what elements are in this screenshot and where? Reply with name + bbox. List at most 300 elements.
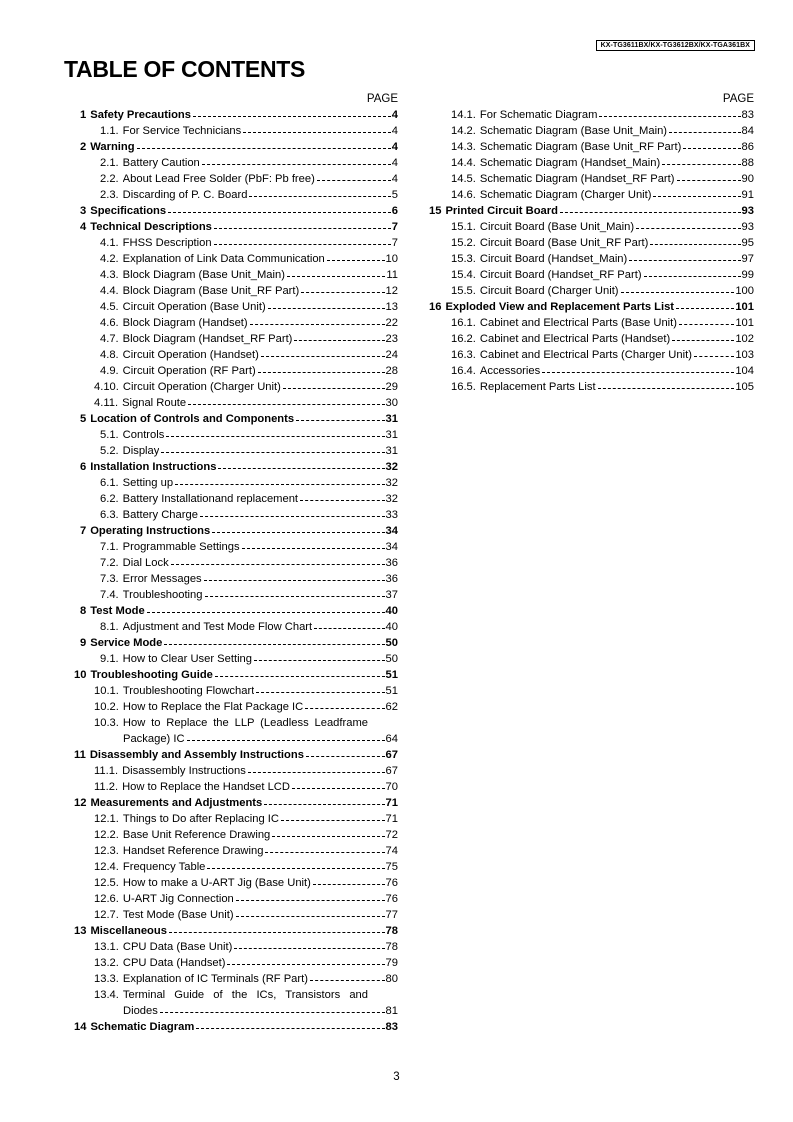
toc-entry-number: 6.2. — [100, 493, 119, 505]
toc-entry-title: Warning — [90, 141, 135, 153]
dotted-leader — [644, 276, 741, 277]
toc-entry-sub[interactable] — [74, 907, 398, 923]
toc-entry-chapter[interactable] — [74, 523, 398, 539]
toc-entry-sub[interactable] — [74, 699, 398, 715]
toc-entry-title: Controls — [122, 429, 165, 441]
toc-entry-number: 7.3. — [100, 573, 119, 585]
toc-entry-number: 2.3. — [100, 189, 119, 201]
toc-entry-title: Printed Circuit Board — [445, 205, 558, 217]
toc-page-number: 93 — [741, 221, 754, 233]
toc-page-number: 86 — [741, 141, 754, 153]
toc-entry-chapter[interactable] — [74, 603, 398, 619]
dotted-leader — [650, 244, 740, 245]
dotted-leader — [234, 948, 384, 949]
toc-entry-number: 9.1. — [100, 653, 119, 665]
toc-entry-number: 14.6. — [451, 189, 476, 201]
toc-page-number: 40 — [385, 605, 398, 617]
toc-entry-number: 6.3. — [100, 509, 119, 521]
model-number-box: KX-TG3611BX/KX-TG3612BX/KX-TGA361BX — [596, 40, 755, 51]
toc-entry-number: 7.1. — [100, 541, 119, 553]
toc-entry-sub[interactable] — [74, 379, 398, 395]
toc-entry-number: 5 — [80, 413, 87, 425]
toc-entry-number: 9 — [80, 637, 87, 649]
toc-entry-chapter[interactable] — [429, 299, 754, 315]
toc-entry-sub[interactable] — [429, 107, 754, 123]
toc-entry-sub[interactable] — [429, 123, 754, 139]
toc-entry-number: 7.4. — [100, 589, 119, 601]
toc-entry-sub[interactable] — [74, 235, 398, 251]
dotted-leader — [283, 388, 385, 389]
toc-entry-sub[interactable] — [74, 491, 398, 507]
toc-entry-sub[interactable] — [74, 651, 398, 667]
toc-entry-number: 6 — [80, 461, 87, 473]
toc-page-number: 31 — [385, 445, 398, 457]
toc-entry-number: 12.5. — [94, 877, 119, 889]
toc-entry-title: Test Mode (Base Unit) — [122, 909, 234, 921]
toc-entry-title: How to Clear User Setting — [122, 653, 253, 665]
toc-entry-title: Circuit Operation (Handset) — [122, 349, 259, 361]
toc-entry-sub[interactable] — [429, 155, 754, 171]
dotted-leader — [621, 292, 735, 293]
dotted-leader — [683, 148, 740, 149]
toc-entry-sub[interactable] — [429, 347, 754, 363]
toc-page-number: 7 — [391, 221, 398, 233]
toc-entry-title: Setting up — [122, 477, 174, 489]
dotted-leader — [287, 276, 385, 277]
toc-entry-chapter[interactable] — [74, 203, 398, 219]
toc-entry-sub[interactable] — [74, 779, 398, 795]
toc-entry-sub[interactable] — [74, 427, 398, 443]
dotted-leader — [306, 756, 385, 757]
toc-entry-sub[interactable] — [74, 299, 398, 315]
toc-entry-number: 7 — [80, 525, 87, 537]
toc-page-number: 74 — [385, 845, 398, 857]
toc-entry-title: Terminal Guide of the ICs, Transistors and — [122, 989, 368, 1001]
toc-entry-sub[interactable] — [74, 555, 398, 571]
toc-entry-number: 16.1. — [451, 317, 476, 329]
toc-page-number: 105 — [735, 381, 754, 393]
toc-entry-chapter[interactable] — [74, 923, 398, 939]
toc-entry-sub[interactable] — [74, 619, 398, 635]
toc-entry-continuation[interactable] — [74, 731, 398, 747]
toc-entry-chapter[interactable] — [74, 795, 398, 811]
dotted-leader — [218, 468, 384, 469]
toc-entry-sub[interactable] — [74, 363, 398, 379]
toc-entry-number: 16 — [429, 301, 442, 313]
toc-page-number: 99 — [741, 269, 754, 281]
toc-entry-number: 16.5. — [451, 381, 476, 393]
dotted-leader — [207, 868, 384, 869]
dotted-leader — [204, 580, 385, 581]
toc-entry-chapter[interactable] — [74, 747, 398, 763]
toc-entry-number: 11.2. — [94, 781, 119, 793]
toc-entry-sub[interactable] — [429, 283, 754, 299]
toc-page-number: 31 — [385, 429, 398, 441]
dotted-leader — [166, 436, 384, 437]
dotted-leader — [313, 884, 385, 885]
toc-entry-number: 12.3. — [94, 845, 119, 857]
toc-entry-title: Schematic Diagram (Base Unit_RF Part) — [479, 141, 682, 153]
toc-entry-number: 12.2. — [94, 829, 119, 841]
toc-page-number: 91 — [741, 189, 754, 201]
toc-entry-title: Block Diagram (Base Unit_RF Part) — [122, 285, 300, 297]
toc-page-number: 71 — [385, 797, 398, 809]
toc-entry-title: Circuit Operation (Charger Unit) — [122, 381, 281, 393]
dotted-leader — [175, 484, 384, 485]
toc-entry-number: 4.1. — [100, 237, 119, 249]
toc-page-number: 50 — [385, 653, 398, 665]
dotted-leader — [292, 788, 385, 789]
dotted-leader — [300, 500, 385, 501]
toc-entry-number: 11.1. — [94, 765, 119, 777]
dotted-leader — [242, 548, 385, 549]
toc-page-number: 62 — [385, 701, 398, 713]
toc-entry-sub[interactable] — [74, 571, 398, 587]
toc-entry-sub[interactable] — [74, 155, 398, 171]
toc-entry-title: U-ART Jig Connection — [122, 893, 234, 905]
toc-entry-title: Dial Lock — [122, 557, 169, 569]
toc-entry-sub[interactable] — [429, 235, 754, 251]
toc-entry-chapter[interactable] — [429, 203, 754, 219]
toc-entry-title: Circuit Operation (Base Unit) — [122, 301, 266, 313]
toc-entry-number: 4.4. — [100, 285, 119, 297]
toc-entry-number: 12 — [74, 797, 87, 809]
toc-entry-sub[interactable] — [74, 763, 398, 779]
toc-entry-number: 5.1. — [100, 429, 119, 441]
dotted-leader — [137, 148, 391, 149]
dotted-leader — [669, 132, 741, 133]
dotted-leader — [250, 324, 385, 325]
toc-entry-sub[interactable] — [429, 315, 754, 331]
dotted-leader — [677, 180, 741, 181]
toc-entry-title-continued: Package) IC — [123, 733, 185, 745]
toc-entry-number: 10 — [74, 669, 87, 681]
toc-page-number: 32 — [385, 477, 398, 489]
toc-entry-sub[interactable] — [74, 267, 398, 283]
toc-entry-number: 14.4. — [451, 157, 476, 169]
toc-entry-chapter[interactable] — [74, 459, 398, 475]
toc-entry-title: Handset Reference Drawing — [122, 845, 264, 857]
dotted-leader — [202, 164, 391, 165]
dotted-leader — [672, 340, 734, 341]
toc-page-number: 4 — [391, 109, 398, 121]
dotted-leader — [305, 708, 384, 709]
dotted-leader — [161, 452, 384, 453]
toc-entry-sub[interactable] — [74, 315, 398, 331]
toc-page-number: 4 — [391, 125, 398, 137]
toc-entry-sub[interactable] — [429, 251, 754, 267]
dotted-leader — [310, 980, 385, 981]
toc-entry-title: Battery Caution — [122, 157, 200, 169]
toc-entry-sub[interactable] — [74, 187, 398, 203]
dotted-leader — [187, 740, 385, 741]
toc-entry-number: 8.1. — [100, 621, 119, 633]
toc-entry-number: 4.10. — [94, 381, 119, 393]
toc-entry-sub[interactable] — [429, 219, 754, 235]
dotted-leader — [248, 772, 385, 773]
toc-entry-sub[interactable] — [74, 587, 398, 603]
toc-entry-title: Technical Descriptions — [90, 221, 212, 233]
toc-entry-sub[interactable] — [429, 139, 754, 155]
toc-entry-number: 14.1. — [451, 109, 476, 121]
dotted-leader — [598, 388, 735, 389]
toc-page-number: 67 — [385, 749, 398, 761]
toc-entry-title: Disassembly Instructions — [122, 765, 246, 777]
toc-entry-title: Accessories — [479, 365, 541, 377]
toc-entry-sub[interactable] — [74, 955, 398, 971]
toc-entry-number: 12.1. — [94, 813, 119, 825]
toc-entry-sub[interactable] — [429, 379, 754, 395]
dotted-leader — [264, 804, 384, 805]
dotted-leader — [200, 516, 385, 517]
toc-page-number: 36 — [385, 557, 398, 569]
toc-entry-sub[interactable] — [74, 891, 398, 907]
toc-page-number: 64 — [385, 733, 398, 745]
dotted-leader — [542, 372, 734, 373]
toc-page-number: 6 — [391, 205, 398, 217]
toc-entry-number: 13.3. — [94, 973, 119, 985]
dotted-leader — [212, 532, 384, 533]
toc-entry-title: Error Messages — [122, 573, 202, 585]
toc-entry-title: Exploded View and Replacement Parts List — [445, 301, 675, 313]
toc-entry-sub[interactable] — [74, 123, 398, 139]
toc-entry-number: 10.3. — [94, 717, 119, 729]
toc-page-number: 76 — [385, 877, 398, 889]
toc-entry-title: Explanation of Link Data Communication — [122, 253, 325, 265]
toc-entry-number: 16.2. — [451, 333, 476, 345]
toc-entry-chapter[interactable] — [74, 219, 398, 235]
toc-entry-title: Installation Instructions — [90, 461, 217, 473]
toc-page-number: 30 — [385, 397, 398, 409]
toc-entry-sub[interactable] — [74, 683, 398, 699]
toc-entry-title: How to Replace the Flat Package IC — [122, 701, 304, 713]
dotted-leader — [317, 180, 391, 181]
toc-page-number: 102 — [735, 333, 754, 345]
toc-page-number: 51 — [385, 669, 398, 681]
toc-entry-title: Location of Controls and Components — [90, 413, 295, 425]
toc-entry-title: Block Diagram (Base Unit_Main) — [122, 269, 285, 281]
toc-entry-sub[interactable] — [429, 171, 754, 187]
toc-page-number: 12 — [385, 285, 398, 297]
toc-entry-title: Circuit Board (Handset_Main) — [479, 253, 628, 265]
toc-entry-sub[interactable] — [74, 939, 398, 955]
toc-entry-number: 2.2. — [100, 173, 119, 185]
toc-entry-chapter[interactable] — [74, 139, 398, 155]
toc-entry-number: 15.2. — [451, 237, 476, 249]
toc-entry-sub[interactable] — [74, 859, 398, 875]
toc-entry-title: Battery Installationand replacement — [122, 493, 299, 505]
toc-entry-sub[interactable] — [74, 875, 398, 891]
dotted-leader — [256, 692, 384, 693]
toc-entry-sub[interactable] — [74, 475, 398, 491]
toc-entry-title: CPU Data (Base Unit) — [122, 941, 233, 953]
toc-entry-number: 14.2. — [451, 125, 476, 137]
dotted-leader — [599, 116, 740, 117]
toc-entry-title: How to Replace the LLP (Leadless Leadframe — [122, 717, 368, 729]
toc-entry-sub[interactable] — [74, 331, 398, 347]
toc-entry-number: 11 — [74, 749, 86, 761]
toc-page-number: 32 — [385, 461, 398, 473]
toc-entry-sub[interactable] — [74, 507, 398, 523]
page-title: TABLE OF CONTENTS — [64, 56, 306, 82]
page-column-label: PAGE — [722, 93, 754, 105]
toc-entry-number: 14.3. — [451, 141, 476, 153]
toc-entry-number: 4.7. — [100, 333, 119, 345]
toc-entry-number: 1 — [80, 109, 87, 121]
toc-page-number: 4 — [391, 173, 398, 185]
toc-entry-title: Circuit Operation (RF Part) — [122, 365, 256, 377]
dotted-leader — [249, 196, 390, 197]
toc-entry-continuation[interactable] — [74, 1003, 398, 1019]
toc-entry-title: Things to Do after Replacing IC — [122, 813, 279, 825]
dotted-leader — [215, 676, 385, 677]
toc-entry-sub[interactable] — [429, 187, 754, 203]
dotted-leader — [214, 228, 391, 229]
toc-page-number: 37 — [385, 589, 398, 601]
toc-page-number: 40 — [385, 621, 398, 633]
toc-entry-title: How to make a U-ART Jig (Base Unit) — [122, 877, 311, 889]
toc-entry-title: About Lead Free Solder (PbF: Pb free) — [122, 173, 315, 185]
toc-entry-number: 12.6. — [94, 893, 119, 905]
toc-entry-number: 10.2. — [94, 701, 119, 713]
toc-entry-sub[interactable] — [429, 267, 754, 283]
toc-page-number: 33 — [385, 509, 398, 521]
toc-entry-sub[interactable] — [74, 811, 398, 827]
dotted-leader — [676, 308, 734, 309]
toc-page-number: 97 — [741, 253, 754, 265]
dotted-leader — [272, 836, 384, 837]
toc-entry-number: 7.2. — [100, 557, 119, 569]
toc-page-number: 70 — [385, 781, 398, 793]
toc-page-number: 11 — [386, 269, 398, 281]
toc-entry-title: Cabinet and Electrical Parts (Handset) — [479, 333, 671, 345]
toc-column-right — [429, 91, 754, 395]
toc-entry-sub[interactable] — [74, 827, 398, 843]
toc-entry-title: Disassembly and Assembly Instructions — [89, 749, 304, 761]
dotted-leader — [169, 932, 385, 933]
dotted-leader — [236, 900, 385, 901]
toc-entry-title: Operating Instructions — [90, 525, 211, 537]
toc-entry-sub[interactable] — [74, 251, 398, 267]
toc-entry-number: 2 — [80, 141, 87, 153]
toc-page-number: 80 — [385, 973, 398, 985]
toc-entry-title: Circuit Board (Base Unit_Main) — [479, 221, 635, 233]
toc-page-number: 84 — [741, 125, 754, 137]
toc-page-number: 90 — [741, 173, 754, 185]
toc-entry-title: Block Diagram (Handset) — [122, 317, 248, 329]
toc-entry-sub[interactable] — [74, 987, 398, 1003]
toc-entry-sub[interactable] — [74, 347, 398, 363]
toc-entry-number: 6.1. — [100, 477, 119, 489]
toc-entry-number: 15.1. — [451, 221, 476, 233]
toc-page-number: 23 — [385, 333, 398, 345]
toc-entry-sub[interactable] — [74, 443, 398, 459]
toc-entry-title: Base Unit Reference Drawing — [122, 829, 271, 841]
toc-entry-chapter[interactable] — [74, 1019, 398, 1035]
toc-page-number: 51 — [385, 685, 398, 697]
toc-entry-title: Schematic Diagram (Charger Unit) — [479, 189, 652, 201]
toc-entry-number: 14 — [74, 1021, 87, 1033]
toc-entry-sub[interactable] — [74, 843, 398, 859]
toc-column-left — [74, 91, 398, 1035]
toc-entry-title: Block Diagram (Handset_RF Part) — [122, 333, 293, 345]
dotted-leader — [147, 612, 385, 613]
toc-entry-title: Troubleshooting — [122, 589, 203, 601]
dotted-leader — [261, 356, 385, 357]
toc-entry-number: 1.1. — [100, 125, 119, 137]
toc-entry-title: Replacement Parts List — [479, 381, 596, 393]
toc-page-number: 5 — [391, 189, 398, 201]
dotted-leader — [301, 292, 384, 293]
toc-page-number: 24 — [385, 349, 398, 361]
toc-entry-sub[interactable] — [74, 715, 398, 731]
toc-entry-sub[interactable] — [429, 363, 754, 379]
toc-entry-title: Measurements and Adjustments — [90, 797, 263, 809]
toc-page-number: 34 — [385, 525, 398, 537]
toc-entry-sub[interactable] — [429, 331, 754, 347]
toc-entry-sub[interactable] — [74, 171, 398, 187]
toc-entry-chapter[interactable] — [74, 635, 398, 651]
toc-entry-chapter[interactable] — [74, 107, 398, 123]
toc-entry-sub[interactable] — [74, 539, 398, 555]
toc-entry-number: 4 — [80, 221, 87, 233]
toc-entry-sub[interactable] — [74, 395, 398, 411]
toc-entry-number: 2.1. — [100, 157, 119, 169]
toc-page-number: 83 — [741, 109, 754, 121]
toc-entry-number: 10.1. — [94, 685, 119, 697]
dotted-leader — [214, 244, 391, 245]
dotted-leader — [327, 260, 385, 261]
toc-entry-title: Cabinet and Electrical Parts (Base Unit) — [479, 317, 677, 329]
dotted-leader — [314, 628, 384, 629]
toc-list-right — [429, 107, 754, 395]
toc-entry-number: 4.3. — [100, 269, 119, 281]
toc-page-number: 75 — [385, 861, 398, 873]
toc-entry-title: Programmable Settings — [122, 541, 240, 553]
toc-page-number: 101 — [735, 301, 754, 313]
toc-page-number: 100 — [735, 285, 754, 297]
toc-page-number: 83 — [385, 1021, 398, 1033]
toc-entry-title: Display — [122, 445, 160, 457]
toc-entry-title: Schematic Diagram — [90, 1021, 195, 1033]
toc-entry-sub[interactable] — [74, 971, 398, 987]
toc-entry-chapter[interactable] — [74, 667, 398, 683]
toc-entry-title: Signal Route — [122, 397, 187, 409]
toc-entry-title: Troubleshooting Flowchart — [122, 685, 255, 697]
toc-page-number: 28 — [385, 365, 398, 377]
toc-page-number: 13 — [385, 301, 398, 313]
toc-entry-title: Explanation of IC Terminals (RF Part) — [122, 973, 308, 985]
toc-entry-title: Specifications — [90, 205, 167, 217]
dotted-leader — [160, 1012, 385, 1013]
toc-entry-number: 8 — [80, 605, 87, 617]
toc-page-number: 101 — [735, 317, 754, 329]
toc-entry-number: 4.5. — [100, 301, 119, 313]
dotted-leader — [268, 308, 385, 309]
toc-page-number: 78 — [385, 925, 398, 937]
toc-entry-sub[interactable] — [74, 283, 398, 299]
toc-entry-title: Frequency Table — [122, 861, 206, 873]
toc-entry-number: 4.9. — [100, 365, 119, 377]
toc-entry-title: Miscellaneous — [90, 925, 167, 937]
toc-page-number: 81 — [385, 1005, 398, 1017]
toc-page-number: 4 — [391, 157, 398, 169]
toc-entry-title: How to Replace the Handset LCD — [122, 781, 290, 793]
toc-entry-title: Troubleshooting Guide — [90, 669, 213, 681]
toc-entry-chapter[interactable] — [74, 411, 398, 427]
dotted-leader — [164, 644, 384, 645]
dotted-leader — [205, 596, 385, 597]
